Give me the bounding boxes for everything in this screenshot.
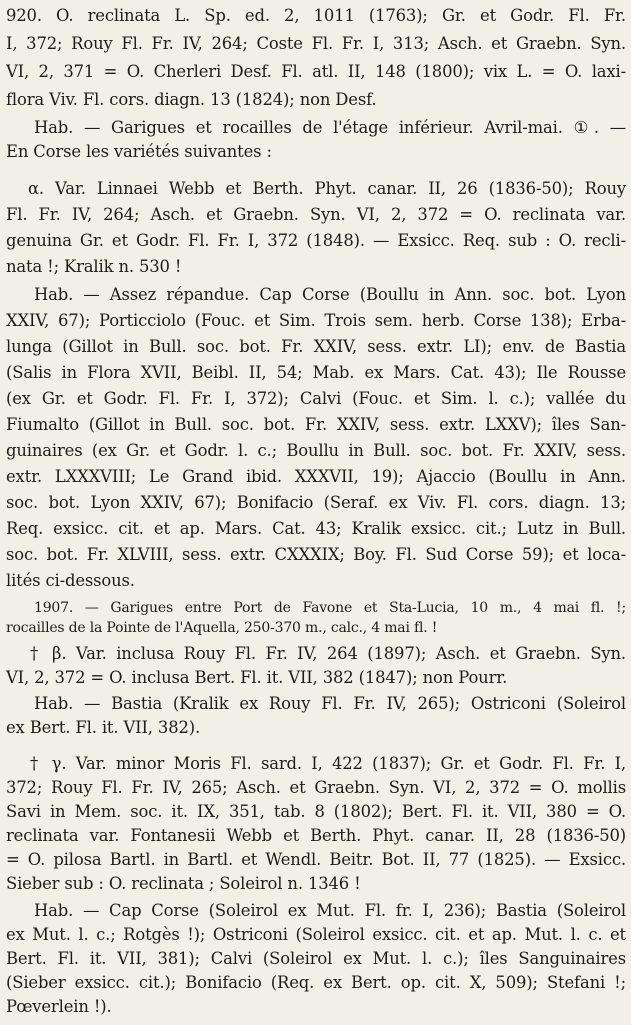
text-line: 920. O. reclinata L. Sp. ed. 2, 1011 (1763); Gr. et Godr. Fl. Fr. [6, 6, 626, 25]
text-line: Req. exsicc. cit. et ap. Mars. Cat. 43; Kralik exsicc. cit.; Lutz in Bull. [6, 519, 626, 538]
text-line: VI, 2, 371 = O. Cherleri Desf. Fl. atl. II, 148 (1800); vix L. = O. laxi- [6, 62, 626, 81]
text-line: † β. Var. inclusa Rouy Fl. Fr. IV, 264 (1897); Asch. et Graebn. Syn. [30, 644, 626, 663]
text-line: En Corse les variétés suivantes : [6, 142, 272, 161]
text-line: Sieber sub : O. reclinata ; Soleirol n. 1346 ! [6, 874, 361, 893]
text-line: (Salis in Flora XVII, Beibl. II, 54; Mab. ex Mars. Cat. 43); Ile Rousse [6, 363, 626, 382]
text-line: (ex Gr. et Godr. Fl. Fr. I, 372); Calvi (Fouc. et Sim. l. c.); vallée du [6, 389, 626, 408]
text-line: Fiumalto (Gillot in Bull. soc. bot. Fr. XXIV, sess. extr. LXXV); îles San- [6, 415, 626, 434]
habitat-line: Hab. — Cap Corse (Soleirol ex Mut. Fl. fr. I, 236); Bastia (Soleirol [34, 901, 626, 920]
text-line: soc. bot. Fr. XLVIII, sess. extr. CXXXIX; Boy. Fl. Sud Corse 59); et loca- [6, 545, 626, 564]
text-line: α. Var. Linnaei Webb et Berth. Phyt. canar. II, 26 (1836-50); Rouy [28, 179, 626, 198]
text-line: † γ. Var. minor Moris Fl. sard. I, 422 (1837); Gr. et Godr. Fl. Fr. I, [30, 754, 626, 773]
observation-line: rocailles de la Pointe de l'Aquella, 250-370 m., calc., 4 mai fl. ! [6, 620, 438, 636]
text-line: VI, 2, 372 = O. inclusa Bert. Fl. it. VII, 382 (1847); non Pourr. [6, 668, 508, 687]
text-line: extr. LXXXVIII; Le Grand ibid. XXXVII, 19); Ajaccio (Boullu in Ann. [6, 467, 626, 486]
text-line: (Sieber exsicc. cit.); Bonifacio (Req. ex Bert. op. cit. X, 509); Stefani !; [6, 973, 626, 992]
habitat-line: Hab. — Assez répandue. Cap Corse (Boullu in Ann. soc. bot. Lyon [34, 285, 626, 304]
text-line: lunga (Gillot in Bull. soc. bot. Fr. XXIV, sess. extr. LI); env. de Bastia [6, 337, 626, 356]
text-line: flora Viv. Fl. cors. diagn. 13 (1824); non Desf. [6, 90, 377, 109]
text-line: = O. pilosa Bartl. in Bartl. et Wendl. Beitr. Bot. II, 77 (1825). — Exsicc. [6, 850, 626, 869]
observation-line: 1907. — Garigues entre Port de Favone et Sta-Lucia, 10 m., 4 mai fl. !; [34, 600, 626, 616]
text-line: genuina Gr. et Godr. Fl. Fr. I, 372 (1848). — Exsicc. Req. sub : O. recli- [6, 231, 626, 250]
text-line: XXIV, 67); Porticciolo (Fouc. et Sim. Trois sem. herb. Corse 138); Erba- [6, 311, 626, 330]
text-line: 372; Rouy Fl. Fr. IV, 265; Asch. et Graebn. Syn. VI, 2, 372 = O. mollis [6, 778, 626, 797]
text-line: Pœverlein !). [6, 997, 112, 1016]
text-line: Savi in Mem. soc. it. IX, 351, tab. 8 (1802); Bert. Fl. it. VII, 380 = O. [6, 802, 626, 821]
text-line: soc. bot. Lyon XXIV, 67); Bonifacio (Seraf. ex Viv. Fl. cors. diagn. 13; [6, 493, 626, 512]
habitat-line: Hab. — Garigues et rocailles de l'étage inférieur. Avril-mai. ①. — [34, 118, 626, 137]
text-line: Fl. Fr. IV, 264; Asch. et Graebn. Syn. VI, 2, 372 = O. reclinata var. [6, 205, 626, 224]
text-line: ex Mut. l. c.; Rotgès !); Ostriconi (Soleirol exsicc. cit. et ap. Mut. l. c. et [6, 925, 626, 944]
habitat-line: Hab. — Bastia (Kralik ex Rouy Fl. Fr. IV, 265); Ostriconi (Soleirol [34, 694, 626, 713]
text-line: lités ci-dessous. [6, 571, 135, 590]
text-line: reclinata var. Fontanesii Webb et Berth. Phyt. canar. II, 28 (1836-50) [6, 826, 626, 845]
text-line: I, 372; Rouy Fl. Fr. IV, 264; Coste Fl. Fr. I, 313; Asch. et Graebn. Syn. [6, 34, 626, 53]
text-line: Bert. Fl. it. VII, 381); Calvi (Soleirol ex Mut. l. c.); îles Sanguinaires [6, 949, 626, 968]
text-line: guinaires (ex Gr. et Godr. l. c.; Boullu in Bull. soc. bot. Fr. XXIV, sess. [6, 441, 626, 460]
text-line: nata !; Kralik n. 530 ! [6, 257, 182, 276]
text-line: ex Bert. Fl. it. VII, 382). [6, 718, 201, 737]
